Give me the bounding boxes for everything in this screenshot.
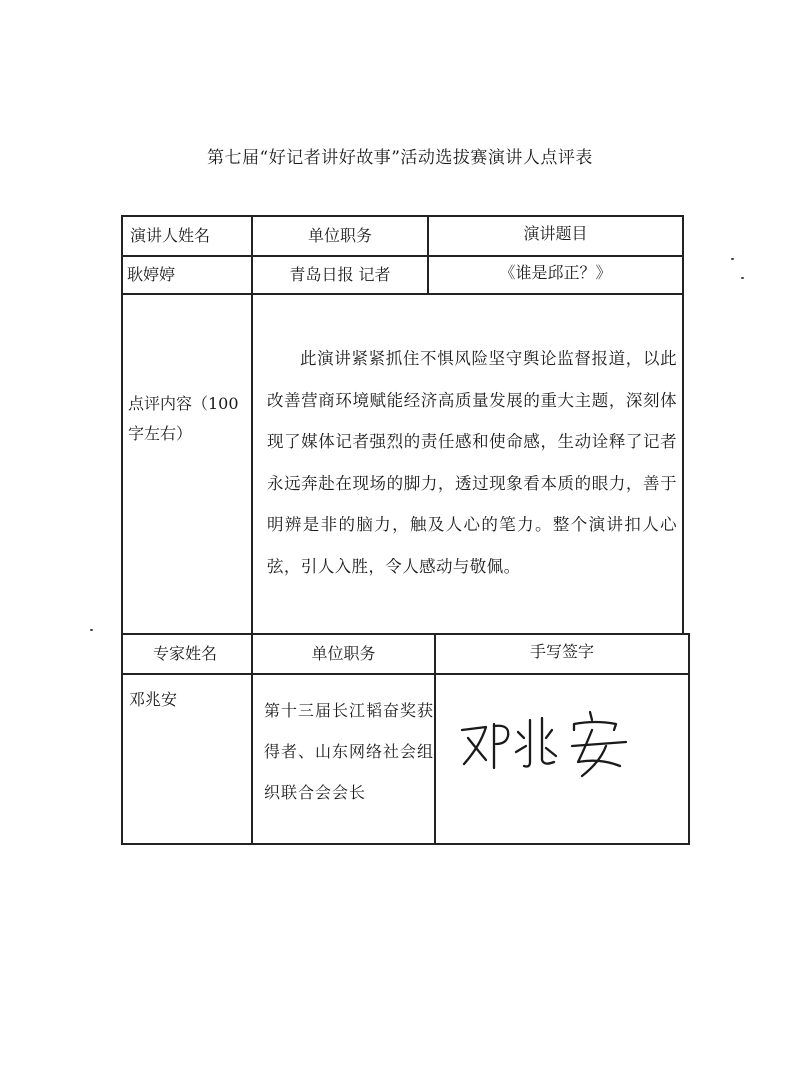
table-border-top bbox=[121, 215, 684, 217]
header-speaker-name: 演讲人姓名 bbox=[130, 226, 211, 245]
table-border-left bbox=[121, 215, 123, 845]
header-expert-name: 专家姓名 bbox=[153, 644, 218, 663]
header-speech-topic: 演讲题目 bbox=[523, 224, 588, 243]
speaker-name: 耿婷婷 bbox=[127, 265, 176, 284]
header-speaker-unit: 单位职务 bbox=[307, 226, 372, 245]
expert-affiliation: 第十三届长江韬奋奖获得者、山东网络社会组织联合会会长 bbox=[264, 701, 435, 802]
table-row-divider bbox=[121, 293, 684, 295]
table-border-right bbox=[688, 633, 690, 845]
scan-speck bbox=[731, 258, 734, 260]
scan-speck bbox=[90, 629, 93, 631]
review-label: 点评内容（100字左右） bbox=[128, 394, 239, 443]
review-text: 此演讲紧紧抓住不惧风险坚守舆论监督报道，以此改善营商环境赋能经济高质量发展的重大主题，深刻体现了媒体记者强烈的责任感和使命感，生动诠释了记者永远奔赴在现场的脚力，透过现象看本质的眼力，善于明辨是非的脑力，触及人心的笔力。整个演讲扣人心弦，引人入胜，令人感动与敬佩。 bbox=[267, 349, 677, 576]
table-row-divider bbox=[123, 633, 690, 635]
table-border-bottom bbox=[123, 843, 690, 845]
scan-speck bbox=[741, 277, 744, 279]
table-row-divider bbox=[123, 673, 690, 675]
header-signature: 手写签字 bbox=[529, 642, 594, 661]
table-border-right bbox=[682, 215, 684, 635]
header-expert-unit: 单位职务 bbox=[311, 644, 376, 663]
table-row-divider bbox=[121, 255, 684, 257]
expert-name: 邓兆安 bbox=[129, 690, 178, 709]
table-col-divider bbox=[251, 215, 253, 843]
handwritten-signature bbox=[450, 700, 640, 794]
speech-topic: 《谁是邱正？》 bbox=[499, 263, 612, 282]
speaker-unit: 青岛日报 记者 bbox=[289, 265, 391, 284]
form-title: 第七届“好记者讲好故事”活动选拔赛演讲人点评表 bbox=[207, 148, 593, 168]
